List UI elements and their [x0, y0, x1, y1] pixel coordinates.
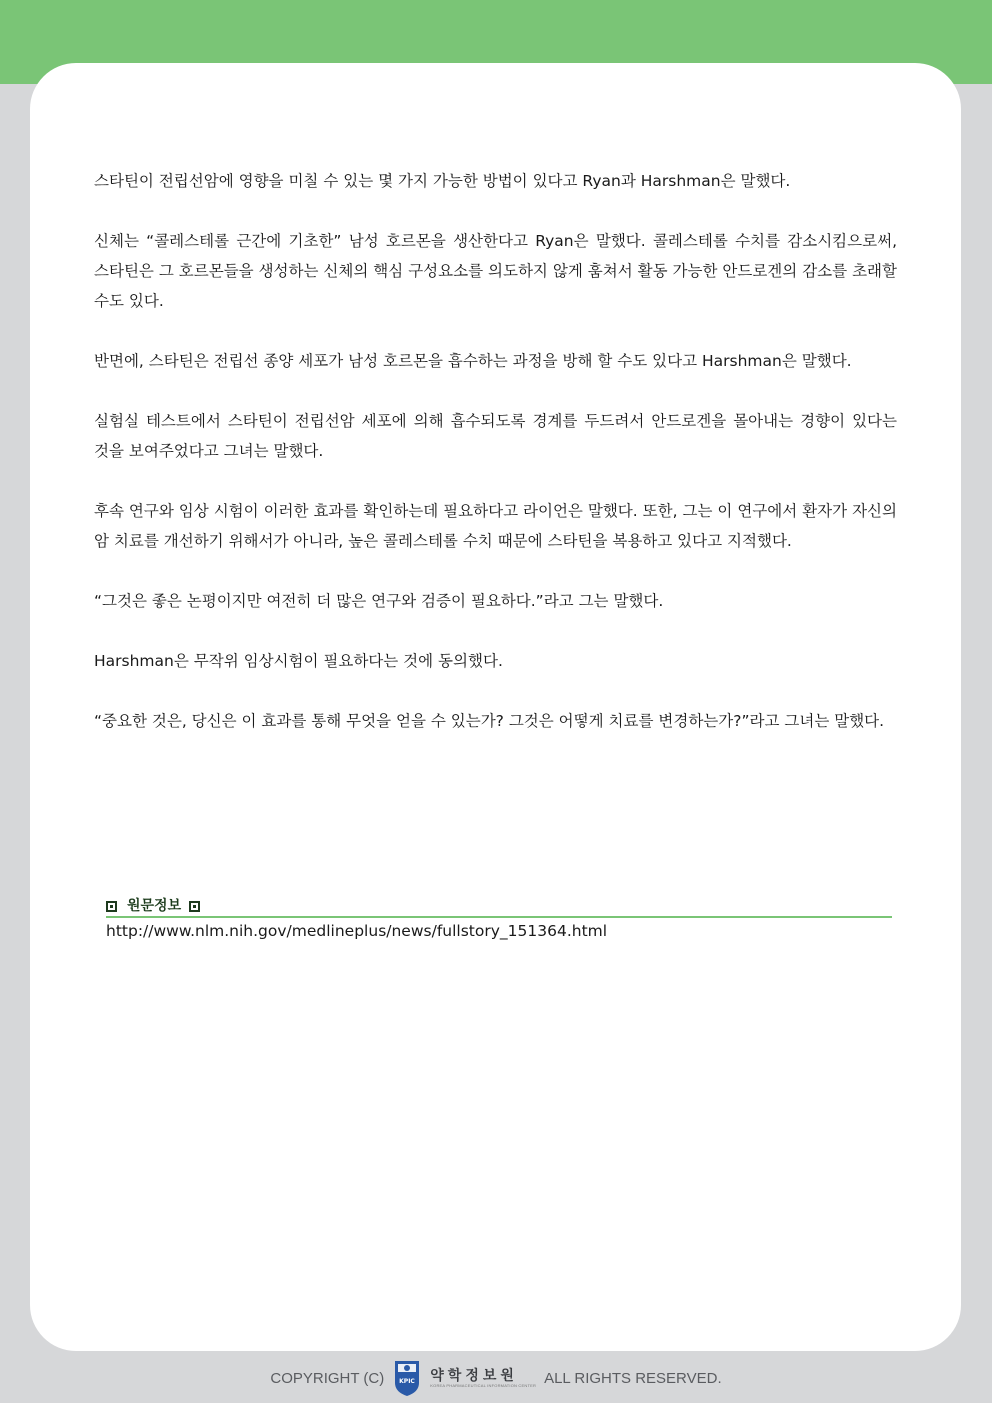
source-header [106, 896, 892, 918]
kpic-emblem-text: KPIC [399, 1378, 416, 1385]
article-paragraph: 후속 연구와 임상 시험이 이러한 효과를 확인하는데 필요하다고 라이언은 말했다. 또한, 그는 이 연구에서 환자가 자신의 암 치료를 개선하기 위해서가 아니라, 높은 콜레스테롤 수치 때문에 스타틴을 복용하고 있다고 지적했다. [94, 502, 897, 550]
article-paragraph: “그것은 좋은 논평이지만 여전히 더 많은 연구와 검증이 필요하다.”라고 그는 말했다. [94, 592, 664, 610]
bullet-square-icon [189, 901, 200, 912]
article-paragraph: “중요한 것은, 당신은 이 효과를 통해 무엇을 얻을 수 있는가? 그것은 어떻게 치료를 변경하는가?”라고 그녀는 말했다. [94, 712, 885, 730]
kpic-emblem-icon [392, 1359, 422, 1397]
source-title: 원문정보 [127, 898, 182, 914]
logo-text [430, 1367, 536, 1389]
logo-name: 약학정보원 [430, 1367, 518, 1383]
article-paragraph: 실험실 테스트에서 스타틴이 전립선암 세포에 의해 흡수되도록 경계를 두드려서 안드로겐을 몰아내는 경향이 있다는 것을 보여주었다고 그녀는 말했다. [94, 412, 897, 460]
source-url-link[interactable]: http://www.nlm.nih.gov/medlineplus/news/fullstory_151364.html [106, 922, 608, 940]
article-body [94, 166, 897, 766]
source-info [106, 896, 892, 942]
article-paragraph: 신체는 “콜레스테롤 근간에 기초한” 남성 호르몬을 생산한다고 Ryan은 말했다. 콜레스테롤 수치를 감소시킴으로써, 스타틴은 그 호르몬들을 생성하는 신체의 핵심 구성요소를 의도하지 않게 훔쳐서 활동 가능한 안드로겐의 감소를 초래할 수도 있다. [94, 232, 897, 310]
article-paragraph: 반면에, 스타틴은 전립선 종양 세포가 남성 호르몬을 흡수하는 과정을 방해 할 수도 있다고 Harshman은 말했다. [94, 352, 852, 370]
footer-copyright: COPYRIGHT (C) [270, 1369, 385, 1387]
article-paragraph: Harshman은 무작위 임상시험이 필요하다는 것에 동의했다. [94, 652, 503, 670]
kpic-logo [392, 1359, 536, 1397]
logo-subtitle: KOREA PHARMACEUTICAL INFORMATION CENTER [430, 1383, 537, 1388]
bullet-square-icon [106, 901, 117, 912]
footer-rights: ALL RIGHTS RESERVED. [544, 1369, 722, 1387]
footer [0, 1356, 992, 1400]
article-paragraph: 스타틴이 전립선암에 영향을 미칠 수 있는 몇 가지 가능한 방법이 있다고 Ryan과 Harshman은 말했다. [94, 172, 791, 190]
